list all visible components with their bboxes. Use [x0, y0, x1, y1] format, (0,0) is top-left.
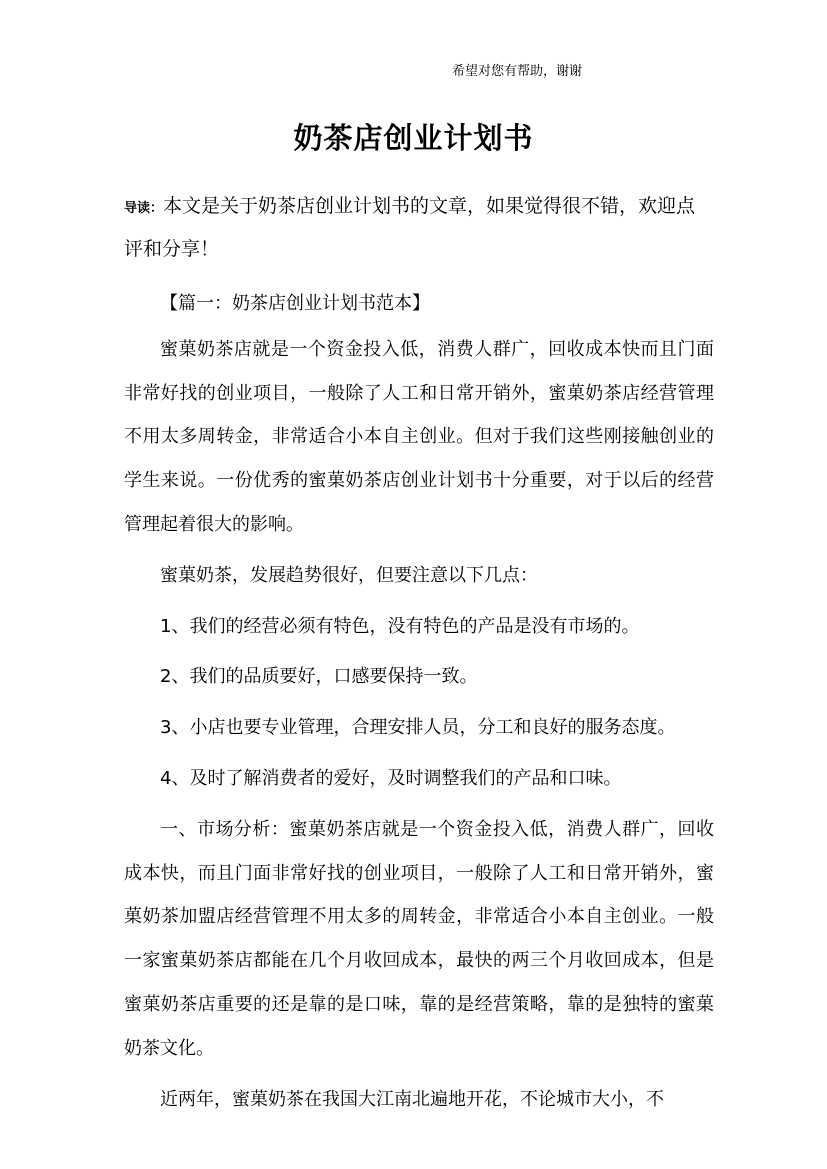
- list-item-1: 1、我们的经营必须有特色，没有特色的产品是没有市场的。: [160, 615, 640, 637]
- paragraph-overview: 蜜菓奶茶店就是一个资金投入低，消费人群广，回收成本快而且门面非常好找的创业项目，一般除了人工和日常开销外，蜜菓奶茶店经营管理不用太多周转金，非常适合小本自主创业。但对于我们这些刚接触创业的学生来说。一份优秀的蜜菓奶茶店创业计划书十分重要，对于以后的经营管理起着很大的影响。: [124, 338, 714, 535]
- header-note: 希望对您有帮助，谢谢: [452, 64, 583, 79]
- document-body: [124, 282, 714, 1128]
- intro-label: 导读：: [124, 201, 164, 216]
- intro-paragraph: [124, 186, 709, 269]
- intro-text: 本文是关于奶茶店创业计划书的文章，如果觉得很不错，欢迎点评和分享！: [124, 195, 696, 260]
- paragraph-trend: 蜜菓奶茶，发展趋势很好，但要注意以下几点：: [160, 564, 538, 586]
- paragraph-recent-years: 近两年，蜜菓奶茶在我国大江南北遍地开花，不论城市大小，不: [160, 1088, 664, 1110]
- paragraph-market-analysis: 一、市场分析：蜜菓奶茶店就是一个资金投入低，消费人群广，回收成本快，而且门面非常好找的创业项目，一般除了人工和日常开销外，蜜菓奶茶加盟店经营管理不用太多的周转金，非常适合小本自主创业。一般一家蜜菓奶茶店都能在几个月收回成本，最快的两三个月收回成本，但是蜜菓奶茶店重要的还是靠的是口味，靠的是经营策略，靠的是独特的蜜菓奶茶文化。: [124, 818, 714, 1059]
- section-heading: 【篇一：奶茶店创业计划书范本】: [160, 293, 430, 314]
- list-item-4: 4、及时了解消费者的爱好，及时调整我们的产品和口味。: [160, 767, 622, 789]
- list-item-2: 2、我们的品质要好，口感要保持一致。: [160, 666, 478, 688]
- list-item-3: 3、小店也要专业管理，合理安排人员，分工和良好的服务态度。: [160, 717, 676, 739]
- document-title: 奶茶店创业计划书: [293, 121, 534, 155]
